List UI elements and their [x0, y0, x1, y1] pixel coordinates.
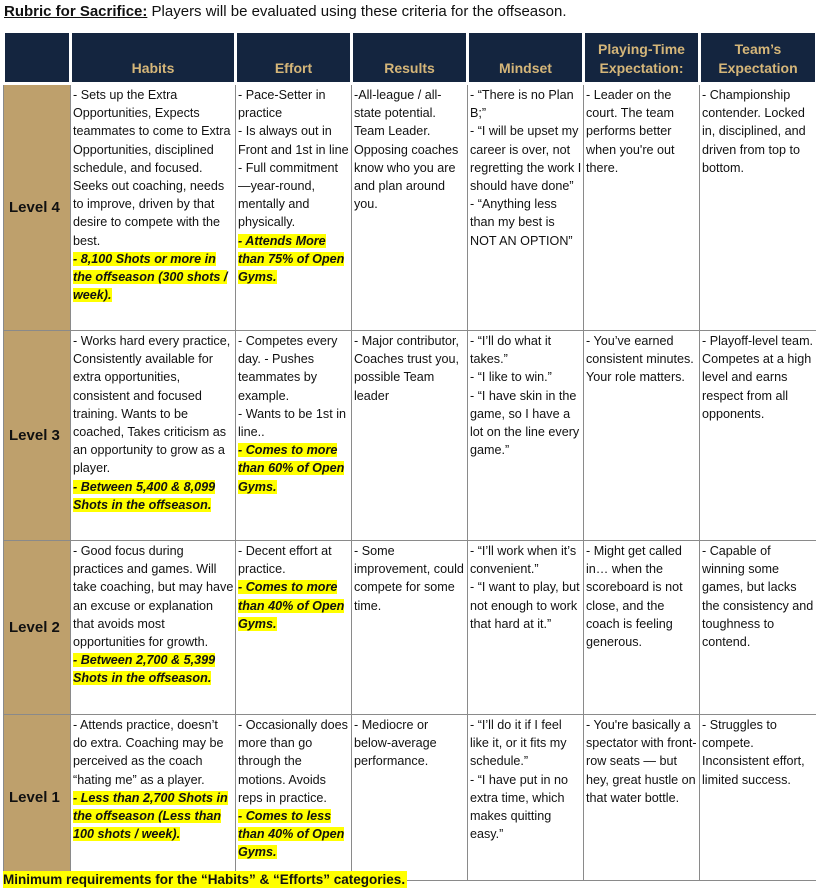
- header-results: Results: [352, 32, 468, 84]
- playing-cell: [584, 331, 700, 541]
- level-row: [4, 331, 816, 541]
- rubric-table: [2, 30, 816, 881]
- mindset-cell: [468, 331, 584, 541]
- effort-cell: [236, 715, 352, 881]
- mindset-cell: [468, 715, 584, 881]
- header-team-expectation: Team’s Expectation: [700, 32, 816, 84]
- playing-text: - Might get called in… when the scoreboard is not close, and the coach is feeling generous.: [586, 544, 683, 650]
- habits-text: - Works hard every practice, Consistently available for extra opportunities, consistent and focused training. Wants to be coached, Takes criticism as an opportunity to grow as a player.: [73, 334, 231, 476]
- header-corner: [4, 32, 71, 84]
- team-cell: [700, 84, 816, 331]
- mindset-text: - “I have put in no extra time, which makes quitting easy.”: [470, 772, 569, 842]
- level-row: [4, 715, 816, 881]
- results-cell: [352, 331, 468, 541]
- effort-text: - Decent effort at practice.: [238, 544, 332, 577]
- playing-text: - You’ve earned consistent minutes. Your role matters.: [586, 334, 694, 385]
- mindset-text: - “Anything less than my best is NOT AN OPTION”: [470, 197, 573, 248]
- team-cell: [700, 541, 816, 715]
- habits-minimum-requirement: - Between 5,400 & 8,099 Shots in the offseason.: [73, 479, 216, 512]
- level-label: Level 4: [4, 84, 71, 331]
- level-label: Level 1: [4, 715, 71, 881]
- level-label: Level 3: [4, 331, 71, 541]
- effort-text: - Wants to be 1st in line..: [238, 406, 347, 440]
- header-mindset: Mindset: [468, 32, 584, 84]
- team-text: - Playoff-level team. Competes at a high level and earns respect from all opponents.: [702, 334, 814, 421]
- results-cell: [352, 84, 468, 331]
- level-row: [4, 541, 816, 715]
- habits-cell: [71, 331, 236, 541]
- results-text: - Mediocre or below-average performance.: [354, 718, 437, 769]
- habits-minimum-requirement: - 8,100 Shots or more in the offseason (300 shots / week).: [73, 251, 228, 303]
- habits-text: - Good focus during practices and games. Will take coaching, but may have an excuse or explanation that avoids most opportunities for growth.: [73, 544, 234, 650]
- header-playing-time: Playing-Time Expectation:: [584, 32, 700, 84]
- habits-text: - Sets up the Extra Opportunities, Expects teammates to come to Extra Opportunities, disciplined schedule, and focused. Seeks out coaching, needs to improve, driven by that desire to compete with the best.: [73, 88, 231, 248]
- mindset-text: - “I have skin in the game, so I have a lot on the line every game.”: [470, 388, 580, 458]
- effort-cell: [236, 541, 352, 715]
- effort-text: - Occasionally does more than go through the motions. Avoids reps in practice.: [238, 718, 348, 805]
- playing-cell: [584, 541, 700, 715]
- playing-cell: [584, 84, 700, 331]
- header-effort: Effort: [236, 32, 352, 84]
- mindset-text: - “There is no Plan B;”: [470, 88, 574, 121]
- team-text: - Struggles to compete. Inconsistent effort, limited success.: [702, 718, 805, 787]
- mindset-text: - “I’ll work when it’s convenient.”: [470, 544, 577, 577]
- intro-line: [4, 3, 567, 21]
- level-label: Level 2: [4, 541, 71, 715]
- mindset-cell: [468, 541, 584, 715]
- mindset-cell: [468, 84, 584, 331]
- results-cell: [352, 715, 468, 881]
- mindset-text: - “I like to win.”: [470, 370, 552, 385]
- effort-minimum-requirement: - Comes to more than 40% of Open Gyms.: [238, 580, 345, 631]
- effort-minimum-requirement: - Attends More than 75% of Open Gyms.: [238, 233, 345, 285]
- results-text: -All-league / all-state potential. Team Leader. Opposing coaches know who you are and plan around you.: [354, 88, 459, 212]
- playing-text: - Leader on the court. The team performs better when you're out there.: [586, 88, 675, 175]
- effort-cell: [236, 84, 352, 331]
- header-row: [4, 32, 816, 84]
- footer-note: Minimum requirements for the “Habits” & “Efforts” categories.: [3, 872, 406, 887]
- rubric-description: Players will be evaluated using these criteria for the offseason.: [147, 3, 567, 20]
- results-text: - Major contributor, Coaches trust you, possible Team leader: [354, 334, 459, 403]
- effort-minimum-requirement: - Comes to more than 60% of Open Gyms.: [238, 443, 345, 494]
- effort-cell: [236, 331, 352, 541]
- habits-cell: [71, 541, 236, 715]
- team-text: - Championship contender. Locked in, disciplined, and driven from top to bottom.: [702, 88, 806, 175]
- effort-text: - Pace-Setter in practice: [238, 88, 326, 121]
- habits-cell: [71, 84, 236, 331]
- team-cell: [700, 715, 816, 881]
- mindset-text: - “I will be upset my career is over, not regretting the work I should have done”: [470, 124, 582, 194]
- playing-text: - You're basically a spectator with front-row seats — but hey, great hustle on that water bottle.: [586, 718, 697, 805]
- mindset-text: - “I’ll do what it takes.”: [470, 334, 552, 367]
- habits-cell: [71, 715, 236, 881]
- level-row: [4, 84, 816, 331]
- mindset-text: - “I want to play, but not enough to work that hard at it.”: [470, 580, 580, 631]
- rubric-title: Rubric for Sacrifice:: [4, 3, 148, 20]
- effort-minimum-requirement: - Comes to less than 40% of Open Gyms.: [238, 809, 345, 860]
- results-cell: [352, 541, 468, 715]
- habits-text: - Attends practice, doesn’t do extra. Coaching may be perceived as the coach “hating me” as a player.: [73, 718, 224, 787]
- playing-cell: [584, 715, 700, 881]
- results-text: - Some improvement, could compete for some time.: [354, 544, 464, 613]
- mindset-text: - “I’ll do it if I feel like it, or it fits my schedule.”: [470, 718, 567, 769]
- team-cell: [700, 331, 816, 541]
- effort-text: - Competes every day. - Pushes teammates by example.: [238, 334, 338, 403]
- header-habits: Habits: [71, 32, 236, 84]
- effort-text: - Full commitment —year-round, mentally and physically.: [238, 160, 339, 230]
- effort-text: - Is always out in Front and 1st in line: [238, 124, 349, 157]
- habits-minimum-requirement: - Between 2,700 & 5,399 Shots in the offseason.: [73, 653, 216, 686]
- team-text: - Capable of winning some games, but lacks the consistency and toughness to contend.: [702, 544, 814, 650]
- habits-minimum-requirement: - Less than 2,700 Shots in the offseason (Less than 100 shots / week).: [73, 790, 228, 842]
